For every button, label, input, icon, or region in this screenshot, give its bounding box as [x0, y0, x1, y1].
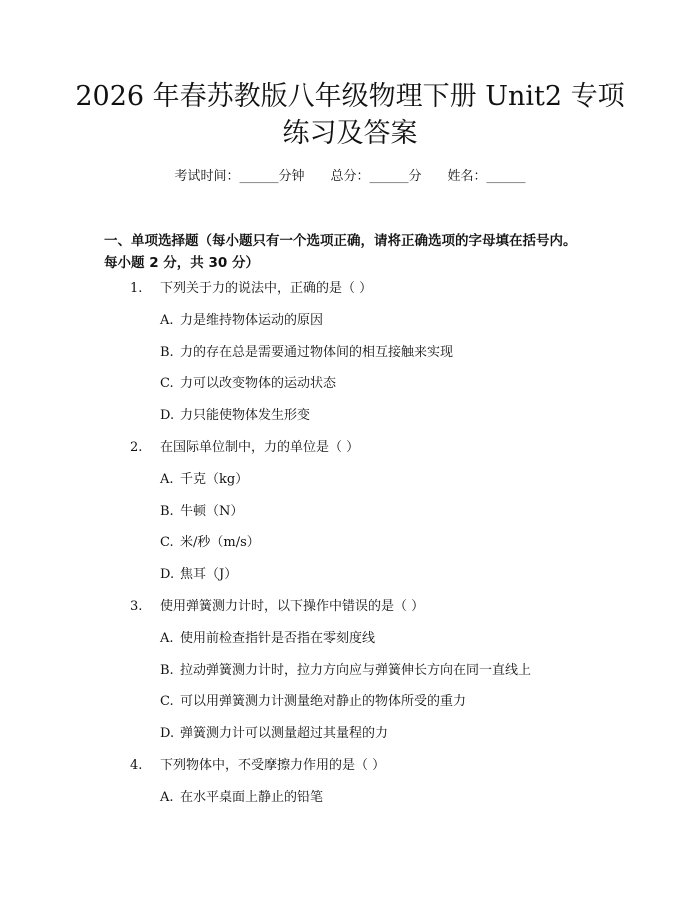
question-number: 1.: [130, 281, 143, 296]
option-letter: C.: [160, 535, 174, 551]
option-letter: D.: [160, 726, 175, 742]
option-text: 拉动弹簧测力计时，拉力方向应与弹簧伸长方向在同一直线上: [180, 662, 532, 678]
option-text: 米/秒（m/s）: [180, 535, 260, 551]
title-line-2: 练习及答案: [282, 118, 418, 149]
option-letter: A.: [160, 789, 174, 805]
option-letter: D.: [160, 567, 175, 583]
option-text: 弹簧测力计可以测量超过其量程的力: [180, 726, 389, 742]
option-letter: C.: [160, 376, 174, 392]
question-text: 使用弹簧测力计时，以下操作中错误的是（ ）: [160, 599, 425, 614]
document-title: [60, 78, 640, 152]
option-letter: A.: [160, 471, 174, 487]
option-text: 可以用弹簧测力计测量绝对静止的物体所受的重力: [180, 694, 467, 710]
question-number: 3.: [130, 599, 143, 614]
option-letter: C.: [160, 694, 174, 710]
question-text: 下列关于力的说法中，正确的是（ ）: [160, 281, 373, 296]
option-text: 牛顿（N）: [180, 503, 244, 519]
option-letter: B.: [160, 344, 174, 360]
option-text: 力只能使物体发生形变: [180, 408, 311, 424]
question-number: 2.: [130, 440, 143, 455]
question-number: 4.: [130, 758, 143, 773]
option-letter: A.: [160, 312, 174, 328]
section-heading-line-1: 一、单项选择题（每小题只有一个选项正确，请将正确选项的字母填在括号内。: [104, 233, 577, 249]
exam-score: 总分：______分: [330, 169, 422, 184]
exam-time: 考试时间：______分钟: [174, 169, 305, 184]
exam-name: 姓名：______: [447, 169, 526, 184]
question-text: 在国际单位制中，力的单位是（ ）: [160, 440, 360, 455]
option-text: 使用前检查指针是否指在零刻度线: [180, 630, 376, 646]
option-letter: D.: [160, 408, 175, 424]
option-letter: B.: [160, 662, 174, 678]
option-letter: B.: [160, 503, 174, 519]
option-text: 力的存在总是需要通过物体间的相互接触来实现: [180, 344, 454, 360]
section-heading: [104, 230, 624, 274]
exam-meta: [0, 168, 700, 186]
option-text: 千克（kg）: [180, 471, 249, 487]
section-heading-line-2: 每小题 2 分，共 30 分）: [104, 255, 259, 271]
option-text: 在水平桌面上静止的铅笔: [180, 789, 324, 805]
title-line-1: 2026 年春苏教版八年级物理下册 Unit2 专项: [75, 81, 625, 112]
option-text: 力是维持物体运动的原因: [180, 312, 324, 328]
option-text: 焦耳（J）: [180, 567, 238, 583]
option-letter: A.: [160, 630, 174, 646]
question-text: 下列物体中，不受摩擦力作用的是（ ）: [160, 758, 386, 773]
option-text: 力可以改变物体的运动状态: [180, 376, 337, 392]
